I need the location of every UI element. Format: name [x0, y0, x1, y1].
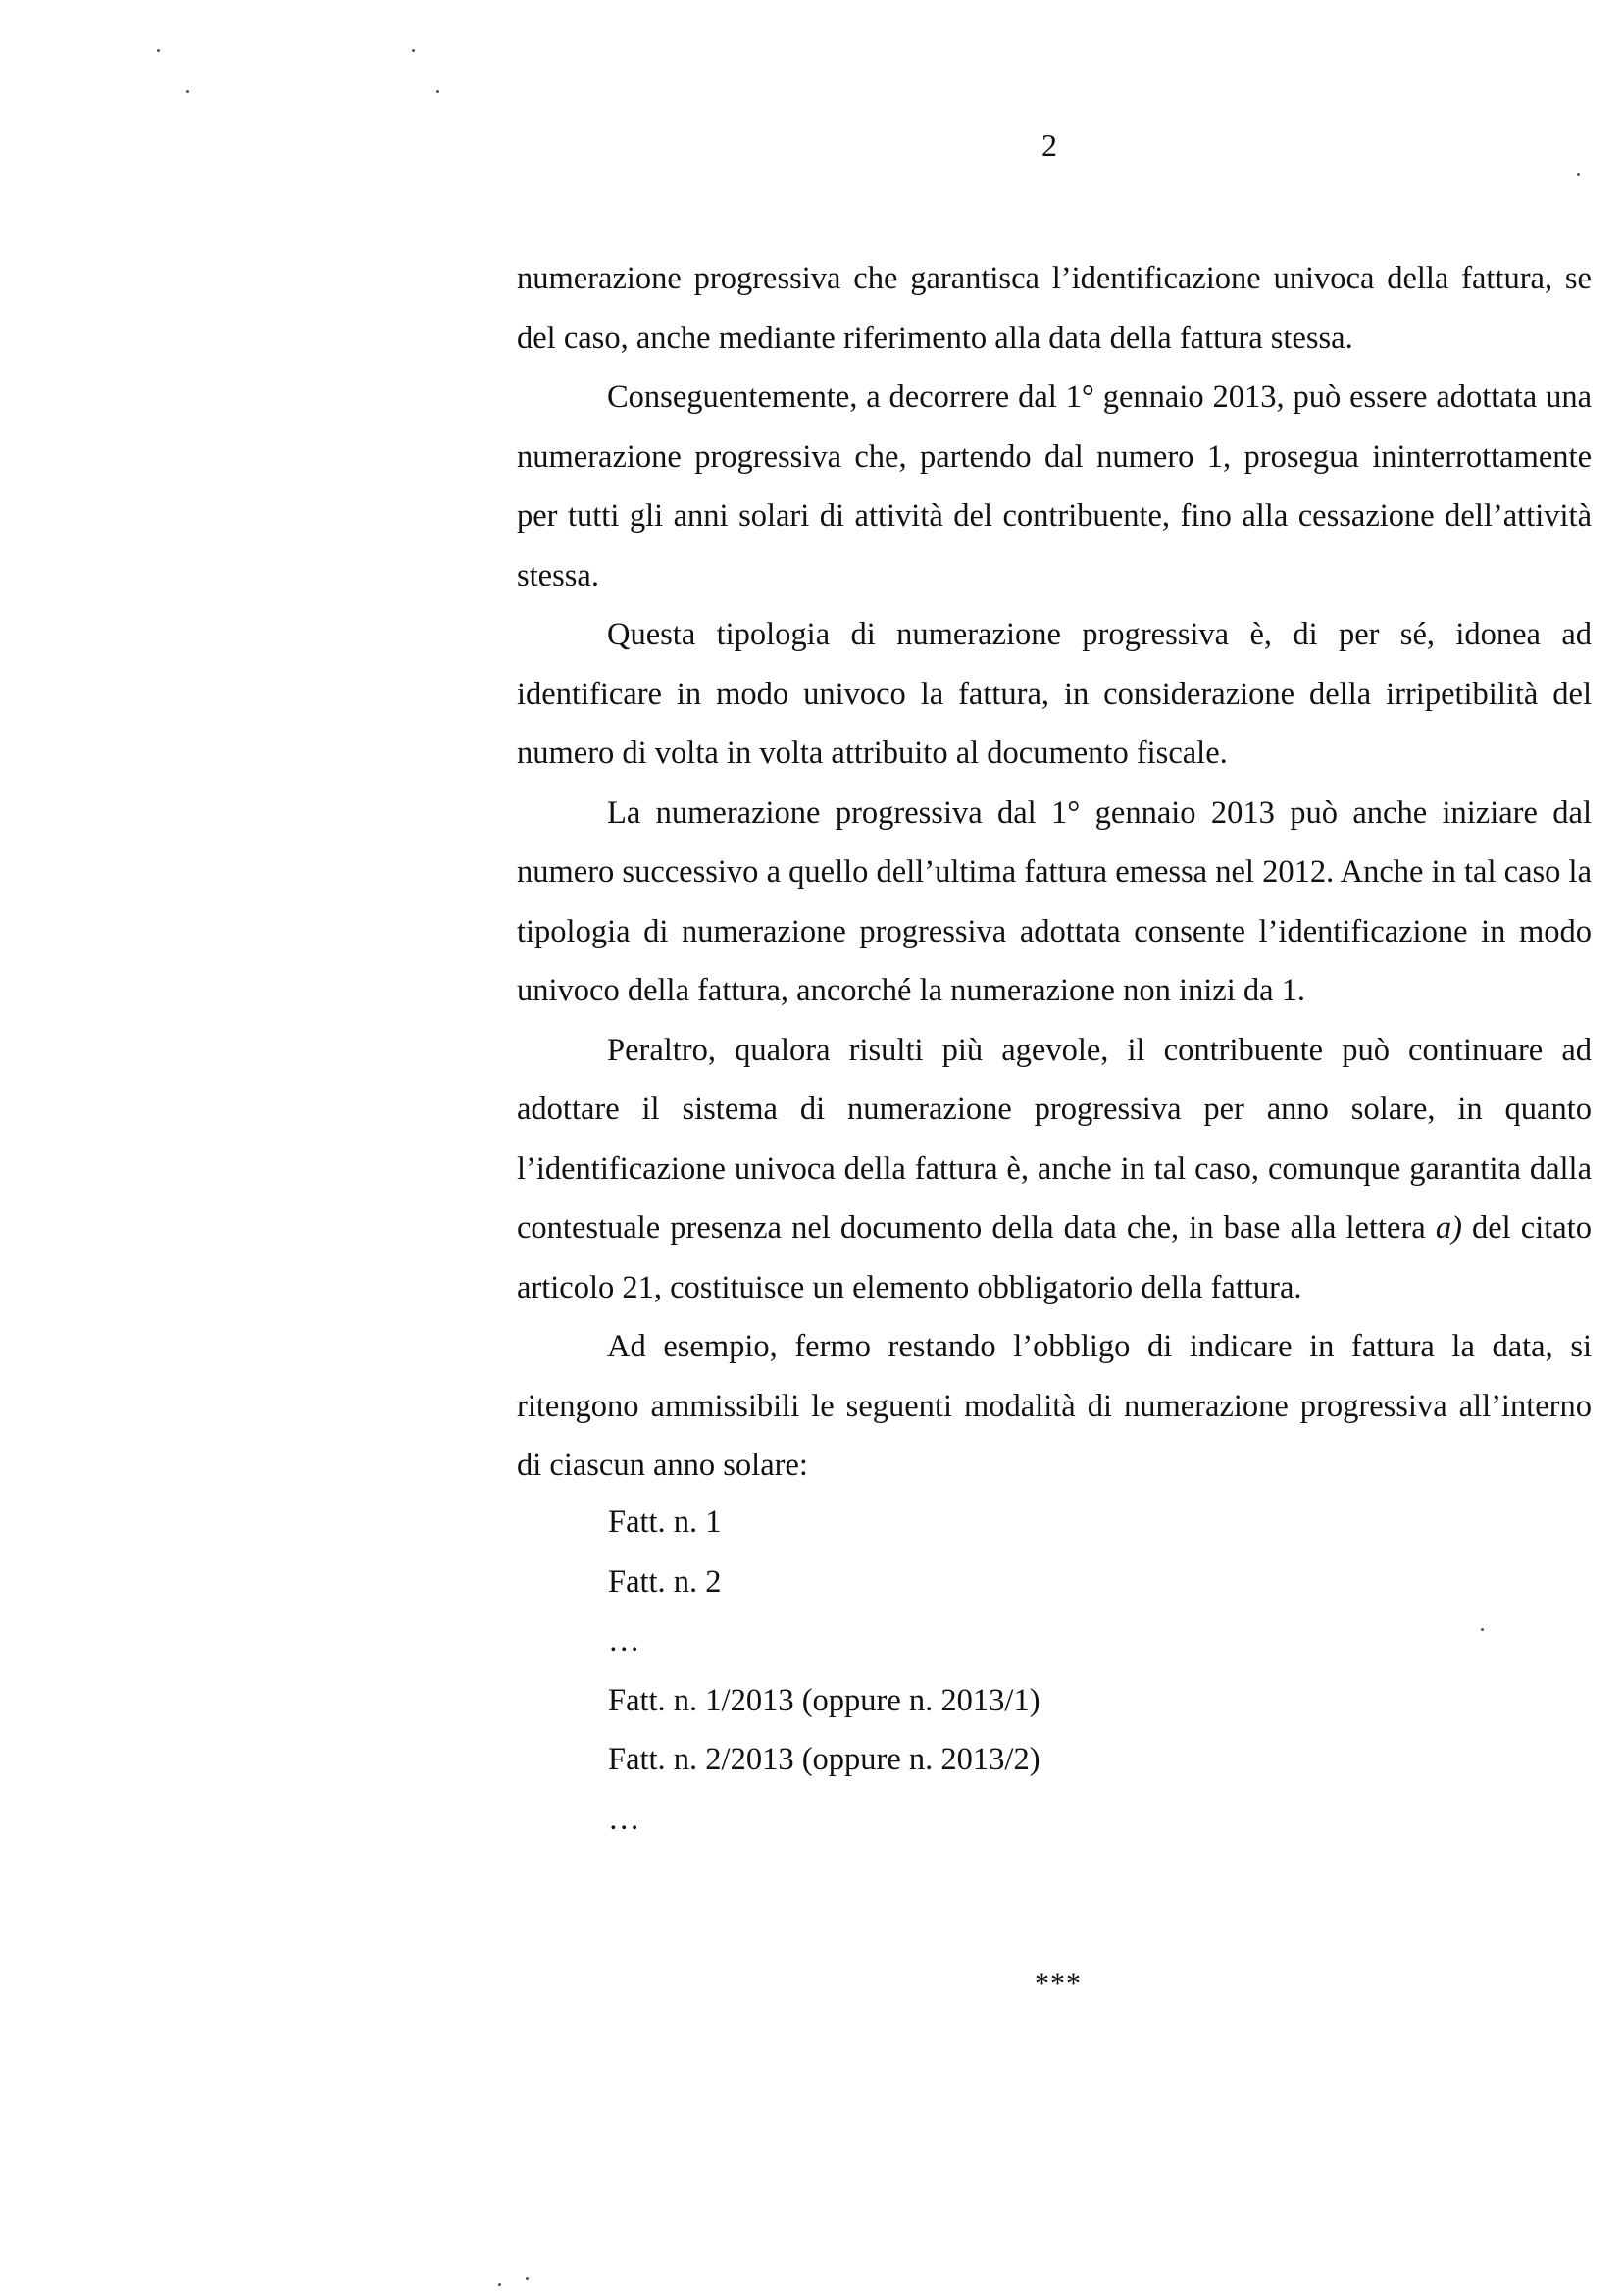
- scan-speck: [157, 49, 160, 52]
- paragraph-1: numerazione progressiva che garantisca l’identificazione univoca della fattura, se del caso, anche mediante riferimento alla data della fattura stessa.: [517, 261, 1592, 356]
- example-item: Fatt. n. 1/2013 (oppure n. 2013/1): [608, 1682, 1040, 1718]
- paragraph-5-text-after: del citato articolo 21, costituisce un elemento obbligatorio della fattura.: [517, 1210, 1593, 1305]
- page-number: 2: [1041, 127, 1057, 163]
- example-item: …: [608, 1801, 640, 1837]
- scan-speck: [1577, 173, 1580, 176]
- scan-speck: [186, 90, 189, 93]
- paragraph-3: Questa tipologia di numerazione progressiva è, di per sé, idonea ad identificare in modo univoco la fattura, in considerazione della irripetibilità del numero di volta in volta attribuito al documento fiscale.: [517, 617, 1592, 771]
- scan-speck: [436, 90, 439, 93]
- paragraph-2: Conseguentemente, a decorrere dal 1° gennaio 2013, può essere adottata una numerazione progressiva che, partendo dal numero 1, prosegua ininterrottamente per tutti gli anni solari di attività del contribuente, fino alla cessazione dell’attività stessa.: [517, 380, 1592, 593]
- scan-speck: [1481, 1628, 1484, 1631]
- body-text: [517, 249, 1592, 1496]
- paragraph-5: [517, 1021, 1592, 1318]
- scan-speck: [526, 2277, 529, 2280]
- scan-speck: [498, 2283, 501, 2286]
- example-item: Fatt. n. 2: [608, 1563, 722, 1600]
- example-item: Fatt. n. 1: [608, 1504, 722, 1540]
- example-item: Fatt. n. 2/2013 (oppure n. 2013/2): [608, 1742, 1040, 1777]
- section-separator: ***: [1035, 1967, 1082, 2000]
- paragraph-5-text-before: Peraltro, qualora risulti più agevole, il contribuente può continuare ad adottare il sistema di numerazione progressiva per anno solare, in quanto l’identificazione univoca della fattura è, anche in tal caso, comunque garantita dalla contestuale presenza nel documento della data che, in base alla lettera: [517, 1032, 1592, 1246]
- example-item: …: [608, 1623, 640, 1658]
- scan-speck: [412, 49, 415, 52]
- paragraph-5-letter: a): [1435, 1210, 1462, 1246]
- numbering-examples: [608, 1493, 1040, 1849]
- paragraph-6: Ad esempio, fermo restando l’obbligo di indicare in fattura la data, si ritengono ammissibili le seguenti modalità di numerazione progressiva all’interno di ciascun anno solare:: [517, 1329, 1592, 1483]
- paragraph-4: La numerazione progressiva dal 1° gennaio 2013 può anche iniziare dal numero successivo a quello dell’ultima fattura emessa nel 2012. Anche in tal caso la tipologia di numerazione progressiva adottata consente l’identificazione in modo univoco della fattura, ancorché la numerazione non inizi da 1.: [517, 794, 1592, 1008]
